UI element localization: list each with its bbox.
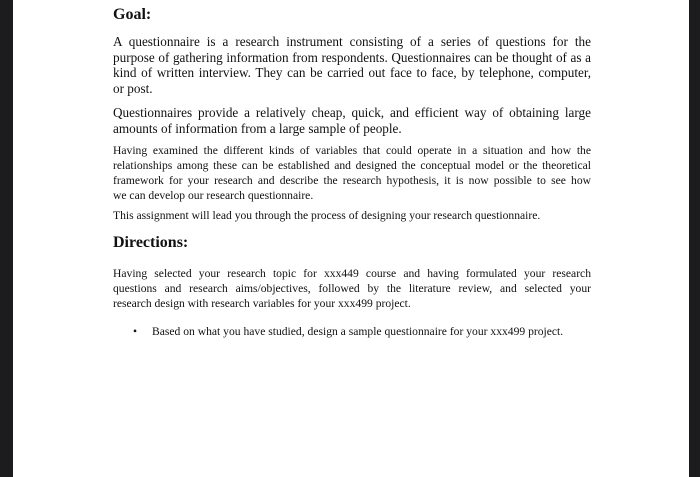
text-line: or post. bbox=[113, 80, 153, 96]
text-line: Having selected your research topic for xxx449 course and having formulated your research bbox=[113, 267, 591, 280]
right-frame-edge bbox=[689, 0, 700, 477]
text-line: Having examined the different kinds of variables that could operate in a situation and how the bbox=[113, 144, 591, 157]
goal-paragraph-3 bbox=[113, 143, 591, 203]
left-frame-edge bbox=[0, 0, 13, 477]
text-line: amounts of information from a large sample of people. bbox=[113, 120, 402, 136]
text-line: kind of written interview. They can be carried out face to face, by telephone, computer, bbox=[113, 65, 591, 80]
text-line: we can develop our research questionnaire. bbox=[113, 189, 314, 202]
text-line: purpose of gathering information from respondents. Questionnaires can be thought of as a bbox=[113, 49, 591, 65]
bullet-marker: • bbox=[133, 325, 138, 338]
text-line: This assignment will lead you through the process of designing your research questionnaire. bbox=[113, 209, 541, 222]
text-line: framework for your research and describe the research hypothesis, it is now possible to see how bbox=[113, 174, 591, 187]
text-line: research design with research variables for your xxx499 project. bbox=[113, 297, 411, 310]
bullet-text: Based on what you have studied, design a sample questionnaire for your xxx499 project. bbox=[152, 325, 564, 338]
text-line: A questionnaire is a research instrument consisting of a series of questions for the bbox=[113, 34, 591, 49]
text-line: questions and research aims/objectives, followed by the literature review, and selected your bbox=[113, 282, 591, 295]
goal-paragraph-1 bbox=[113, 34, 591, 96]
goal-paragraph-2 bbox=[113, 105, 591, 136]
text-line: relationships among these can be established and designed the conceptual model or the theoretical bbox=[113, 159, 591, 172]
goal-paragraph-4 bbox=[113, 208, 591, 223]
directions-paragraph bbox=[113, 266, 591, 311]
goal-heading: Goal: bbox=[113, 6, 152, 23]
directions-heading: Directions: bbox=[113, 234, 189, 251]
text-line: Questionnaires provide a relatively cheap, quick, and efficient way of obtaining large bbox=[113, 105, 591, 120]
